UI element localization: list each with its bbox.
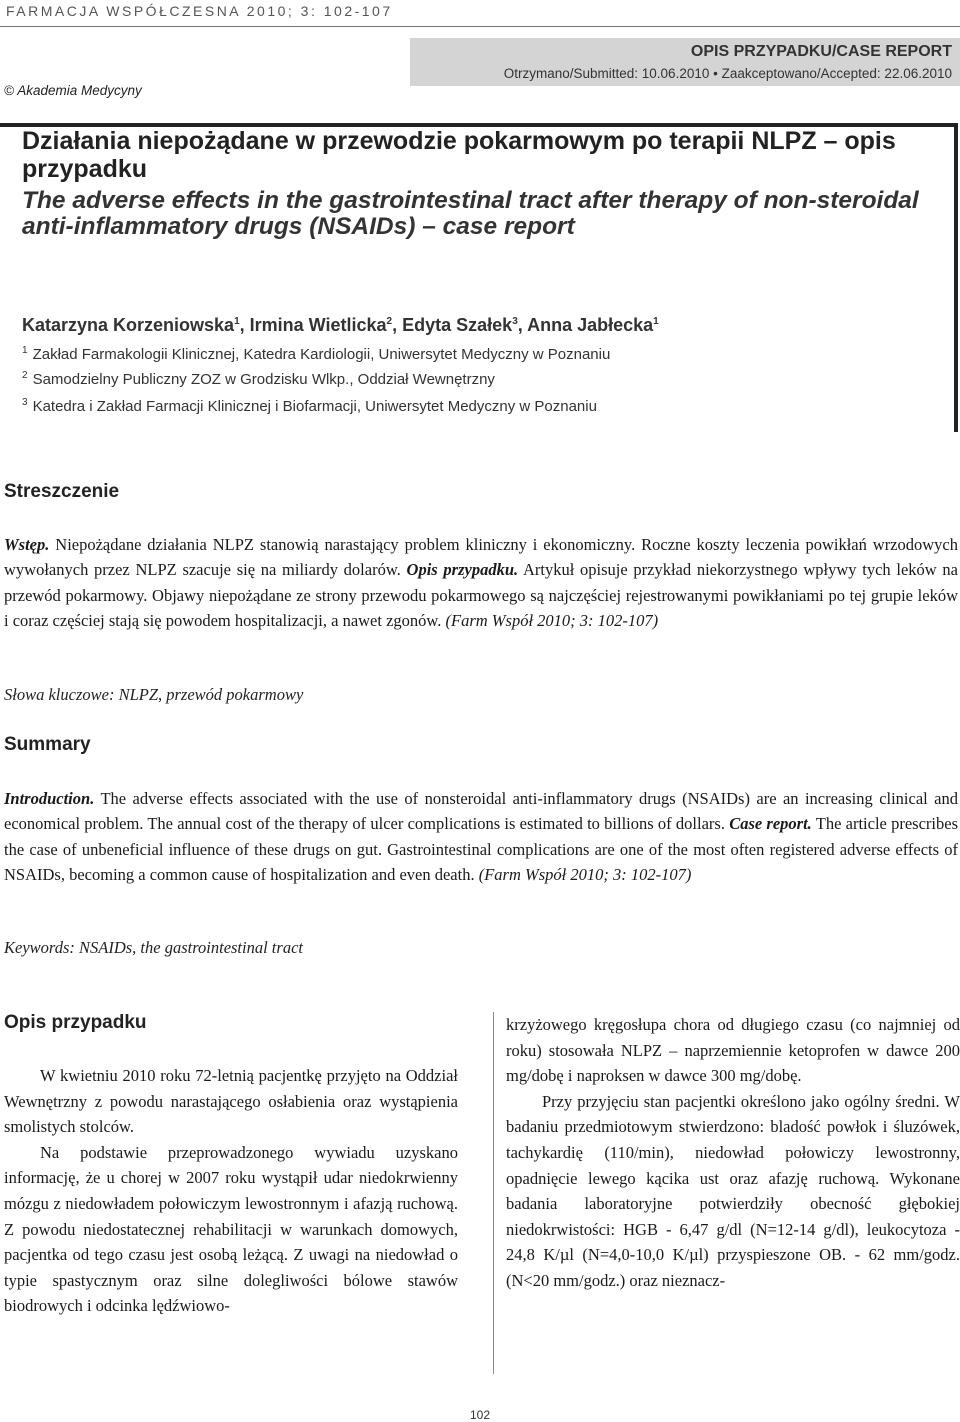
abstract-heading-polish: Streszczenie [4,481,120,502]
body-column-right [506,1012,960,1294]
body-paragraph: krzyżowego kręgosłupa chora od długiego czasu (co najmniej od roku) stosowała NLPZ – naprzemiennie ketoprofen w dawce 200 mg/dobę i naproksen w dawce 300 mg/dobę. [506,1015,960,1086]
abstract-polish: Wstęp. Niepożądane działania NLPZ stanowią narastający problem kliniczny i ekonomiczny. Roczne koszty leczenia powikłań wrzodowych wywołanych przez NLPZ szacuje się na miliardy dolarów. Opis przypadku. Artykuł opisuje przykład niekorzystnego wpływy tych leków na przewód pokarmowy. Objawy niepożądane ze strony przewodu pokarmowego są najczęściej rejestrowanymi powikłaniami po tej grupie leków i coraz częściej stają się powodem hospitalizacji, a nawet zgonów. (Farm Współ 2010; 3: 102-107) [4,535,958,631]
body-paragraph: Na podstawie przeprowadzonego wywiadu uzyskano informację, że u chorej w 2007 roku wystąpił udar niedokrwienny mózgu z niedowładem połowiczym lewostronnym i afazją ruchową. Z powodu niedostatecznej rehabilitacji w warunkach domowych, pacjentka od tego czasu jest osobą leżącą. Z uwagi na niedowład o typie spastycznym oraz silne dolegliwości bólowe stawów biodrowych i odcinka lędźwiowo- [4,1142,458,1316]
header-rule [0,26,960,27]
column-divider [493,1012,494,1374]
journal-header: FARMACJA WSPÓŁCZESNA 2010; 3: 102-107 [6,3,393,19]
author-affiliation-ref: 3 [512,316,518,327]
body-paragraph: W kwietniu 2010 roku 72-letnią pacjentkę przyjęto na Oddział Wewnętrzny z powodu narastającego osłabienia oraz wystąpienia smolistych stolców. [4,1066,458,1137]
author-name: Anna Jabłecka [527,315,654,335]
author-name: Irmina Wietlicka [249,315,387,335]
keywords-polish: Słowa kluczowe: NLPZ, przewód pokarmowy [4,685,304,704]
citation: (Farm Współ 2010; 3: 102-107) [478,865,692,885]
author-affiliation-ref: 2 [386,316,393,327]
abstract-heading-english: Summary [4,734,91,755]
author-affiliation-ref: 1 [234,316,240,327]
body-paragraph: Przy przyjęciu stan pacjentki określono jako ogólny średni. W badaniu przedmiotowym stwierdzono: bladość powłok i śluzówek, tachykardię (110/min), niedowład połowiczy lewostronny, opadnięcie lewego kącika ust oraz afazję ruchową. Wykonane badania laboratoryjne potwierdziły obecność głębokiej niedokrwistości: HGB - 6,47 g/dl (N=12-14 g/dl), leukocytoza - 24,8 K/µl (N=4,0-10,0 K/µl) przyspieszone OB. - 62 mm/godz. (N<20 mm/godz.) oraz nieznacz- [506,1091,960,1290]
affiliation: $^1$ Zakład Farmakologii Klinicznej, Katedra Kardiologii, Uniwersytet Medyczny w Poznaniu [22,345,611,363]
keywords-english: Keywords: NSAIDs, the gastrointestinal tract [4,938,303,957]
publisher: © Akademia Medycyny [4,83,142,98]
author-list: Katarzyna Korzeniowska$^1$, Irmina Wietlicka$^2$, Edyta Szałek$^3$, Anna Jabłecka$^1$ [22,315,659,335]
section-heading: Opis przypadku [4,1012,147,1033]
affiliation: $^3$ Katedra i Zakład Farmacji Klinicznej i Biofarmacji, Uniwersytet Medyczny w Poznaniu [22,397,597,415]
abstract-english: Introduction. The adverse effects associated with the use of nonsteroidal anti-inflammatory drugs (NSAIDs) are an increasing clinical and economical problem. The annual cost of the therapy of ulcer complications is estimated to billions of dollars. Case report. The article prescribes the case of unbeneficial influence of these drugs on gut. Gastrointestinal complications are one of the most often registered adverse effects of NSAIDs, becoming a common cause of hospitalization and even death. (Farm Współ 2010; 3: 102-107) [4,789,958,885]
author-affiliation-ref: 1 [653,316,659,327]
citation: (Farm Współ 2010; 3: 102-107) [445,611,659,631]
report-type: OPIS PRZYPADKU/CASE REPORT [690,43,952,60]
title-english: The adverse effects in the gastrointestinal tract after therapy of non-steroidal anti-inflammatory drugs (NSAIDs) – case report [22,187,919,240]
page-number: 102 [470,1408,491,1422]
body-column-left [4,1063,458,1319]
author-name: Edyta Szałek [402,315,513,335]
affiliation: $^2$ Samodzielny Publiczny ZOZ w Grodzisku Wlkp., Oddział Wewnętrzny [22,370,495,388]
author-name: Katarzyna Korzeniowska [22,315,235,335]
title-polish: Działania niepożądane w przewodzie pokarmowym po terapii NLPZ – opis przypadku [22,127,896,183]
submission-dates: Otrzymano/Submitted: 10.06.2010 • Zaakceptowano/Accepted: 22.06.2010 [503,66,952,81]
